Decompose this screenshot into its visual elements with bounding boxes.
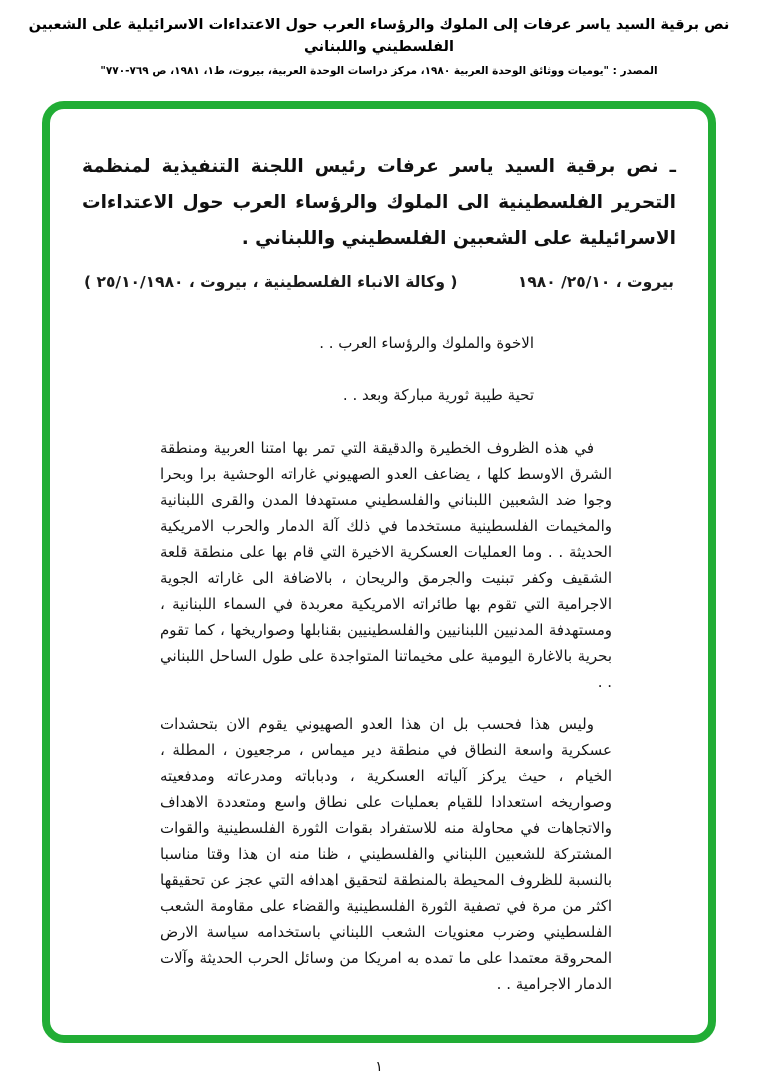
- body-paragraph: وليس هذا فحسب بل ان هذا العدو الصهيوني يقوم الان بتحشدات عسكرية واسعة النطاق في منطقة دير ميماس ، مرجعيون ، المطلة ، الخيام ، حيث يركز آلياته العسكرية ، ودباباته ومدرعاته ومدفعيته وصواريخه استعدادا للقيام بعمليات على نطاق واسع ومتعددة الاهداف والاتجاهات في محاولة منه للاستفراد بقوات الثورة الفلسطينية والقوات المشتركة للشعبين اللبناني والفلسطيني ، ظنا منه ان هذا وقتا مناسبا بالنسبة للظروف المحيطة بالمنطقة لتحقيق اهدافه التي عجز عن تحقيقها اكثر من مرة في تصفية الثورة الفلسطينية والقضاء على مقاومة الشعب الفلسطيني وضرب معنويات الشعب اللبناني باستخدامه سياسة الارض المحروقة معتمدا على ما تمده به امريكا من وسائل الحرب الحديثة وآلات الدمار الاجرامية . .: [160, 715, 612, 993]
- body-paragraph: في هذه الظروف الخطيرة والدقيقة التي تمر بها امتنا العربية ومنطقة الشرق الاوسط كلها ، يضاعف العدو الصهيوني غاراته الوحشية برا وبحرا وجوا ضد الشعبين اللبناني والفلسطيني مستهدفا المدن والقرى اللبنانية والمخيمات الفلسطينية مستخدما في ذلك آلة الدمار والحرب الامريكية الحديثة . . وما العمليات العسكرية الاخيرة التي قام بها على منطقة قلعة الشقيف وكفر تبنيت والجرمق والريحان ، بالاضافة الى غاراته الجوية الاجرامية التي تقوم بها طائراته الامريكية معربدة في السماء اللبنانية ، ومستهدفة المدنيين اللبنانيين والفلسطينيين بقنابلها وصواريخها ، كما تقوم بحرية بالاغارة اليومية على مخيماتنا المتواجدة على طول الساحل اللبناني . .: [160, 439, 612, 691]
- document-dateline: [78, 273, 680, 291]
- page-header-title: نص برقية السيد ياسر عرفات إلى الملوك والرؤساء العرب حول الاعتداءات الاسرائيلية على الشعبين الفلسطيني واللبناني: [28, 17, 730, 55]
- page-footer: [0, 1059, 758, 1075]
- salutation-line: الاخوة والملوك والرؤساء العرب . .: [319, 334, 534, 352]
- page-number: ١: [375, 1059, 383, 1075]
- greeting-line: تحية طيبة ثورية مباركة وبعد . .: [342, 386, 534, 404]
- document-frame: [42, 101, 716, 1043]
- document-heading: ـ نص برقية السيد ياسر عرفات رئيس اللجنة التنفيذية لمنظمة التحرير الفلسطينية الى الملوك والرؤساء العرب حول الاعتداءات الاسرائيلية على الشعبين الفلسطيني واللبناني .: [82, 156, 676, 249]
- page-header: [0, 0, 758, 77]
- dateline-news-agency: ( وكالة الانباء الفلسطينية ، بيروت ، ٢٥/١٠/١٩٨٠ ): [84, 273, 458, 291]
- page-header-source: المصدر : "يوميات ووثائق الوحدة العربية ١٩٨٠، مركز دراسات الوحدة العربية، بيروت، ط١، ١٩٨١، ص ٧٦٩-٧٧٠": [100, 65, 658, 77]
- document-body: [160, 331, 612, 997]
- dateline-place-date: بيروت ، ٢٥/١٠/ ١٩٨٠: [517, 273, 674, 291]
